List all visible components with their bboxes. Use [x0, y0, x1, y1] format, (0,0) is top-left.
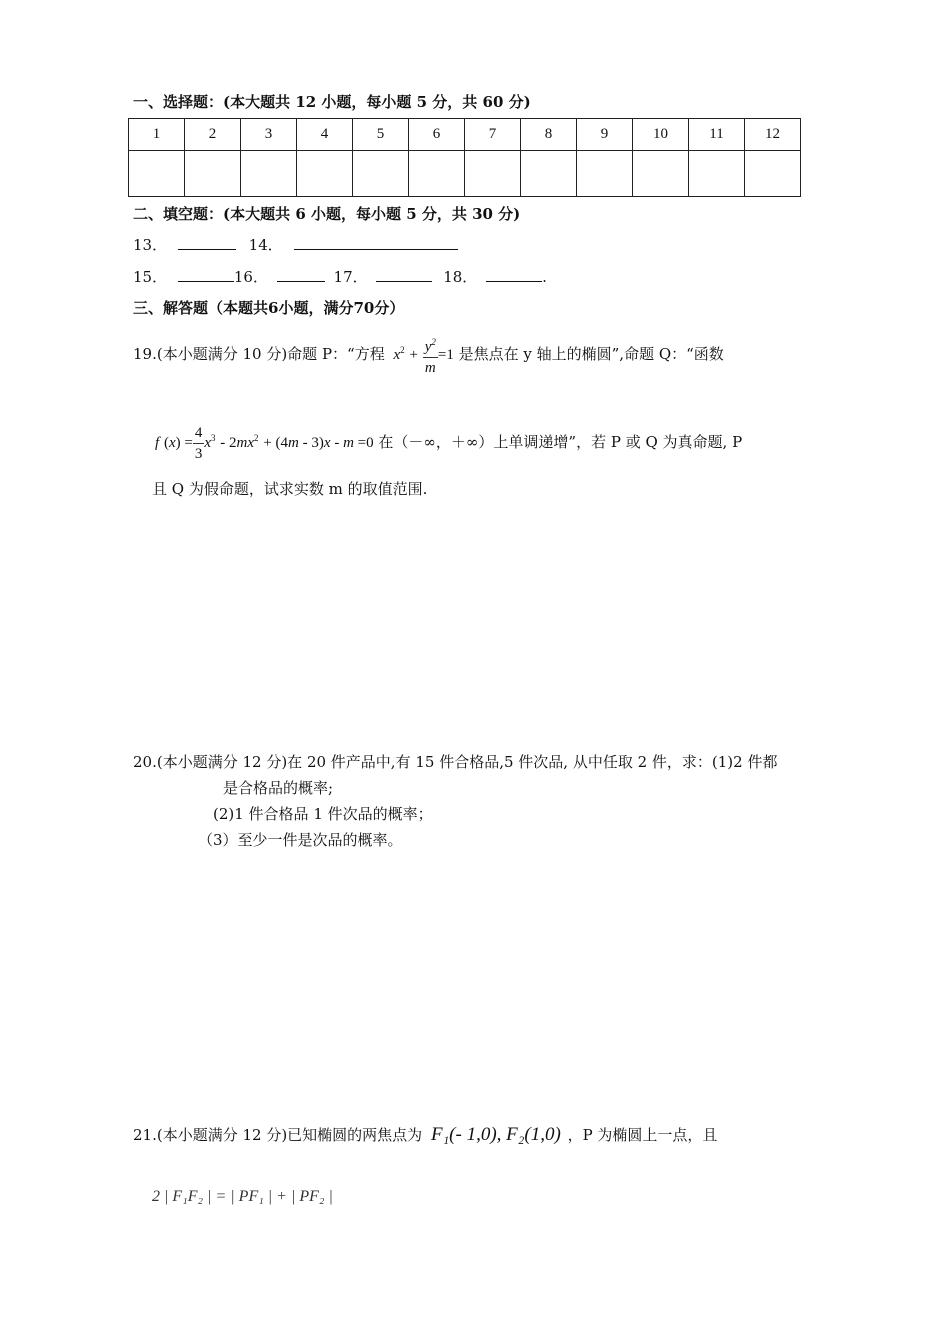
answer-cell[interactable] [297, 151, 353, 197]
q15-blank[interactable] [178, 267, 234, 282]
q15-label: 15． [133, 268, 168, 286]
q19-after-function: 在（－∞，＋∞）上单调递增”，若 P 或 Q 为真命题, P [378, 433, 743, 451]
answer-cell[interactable] [409, 151, 465, 197]
q19-line3: 且 Q 为假命题，试求实数 m 的取值范围. [152, 480, 428, 498]
q19-line2 [155, 416, 742, 465]
q19-ellipse-equation: $x^2$ + $\frac{y^2}{m}$ =1 [394, 345, 459, 363]
q21-foci-formula: F₁(- 1,0), F₂(1,0) [430, 1124, 561, 1145]
q20-line1: 20.(本小题满分 12 分)在 20 件产品中,有 15 件合格品,5 件次品, 从中任取 2 件，求：(1)2 件都 [133, 753, 778, 771]
answer-cell[interactable] [465, 151, 521, 197]
answer-cell[interactable] [129, 151, 185, 197]
q14-blank[interactable] [294, 235, 458, 250]
answer-number: 9 [577, 119, 633, 151]
q16-blank[interactable] [277, 267, 325, 282]
q14-label: 14． [248, 236, 283, 254]
answer-cell[interactable] [185, 151, 241, 197]
answer-cell[interactable] [521, 151, 577, 197]
answer-number: 7 [465, 119, 521, 151]
q19-after-equation: 是焦点在 y 轴上的椭圆”,命题 Q：“函数 [458, 345, 724, 363]
q19-intro: 19.(本小题满分 10 分)命题 P：“方程 [133, 345, 385, 363]
q17-label: 17． [333, 268, 368, 286]
answer-cell[interactable] [353, 151, 409, 197]
q18-label: 18． [443, 268, 478, 286]
answer-cell[interactable] [689, 151, 745, 197]
fill-line-1 [133, 234, 458, 255]
fill-line-2 [133, 266, 547, 287]
answer-table [128, 118, 801, 197]
answer-number: 6 [409, 119, 465, 151]
q20-line2: 是合格品的概率; [223, 779, 334, 797]
q21-intro: 21.(本小题满分 12 分)已知椭圆的两焦点为 [133, 1126, 423, 1144]
q16-label: 16． [233, 268, 268, 286]
q20-line4: （3）至少一件是次品的概率。 [198, 831, 403, 849]
q19-line1 [133, 330, 724, 378]
answer-cell[interactable] [633, 151, 689, 197]
q17-blank[interactable] [376, 267, 432, 282]
answer-number: 8 [521, 119, 577, 151]
answer-number: 11 [689, 119, 745, 151]
answer-number: 3 [241, 119, 297, 151]
answer-number: 12 [745, 119, 801, 151]
answer-cell[interactable] [241, 151, 297, 197]
answer-number: 4 [297, 119, 353, 151]
answer-number: 2 [185, 119, 241, 151]
q19-function-formula: f (x) = $\frac{4}{3}$ $x^3 - 2mx^2 + (4m - 3)x - m =0$ [155, 424, 374, 462]
q20-line3: (2)1 件合格品 1 件次品的概率； [213, 805, 433, 823]
q18-blank[interactable] [486, 267, 542, 282]
q13-blank[interactable] [178, 235, 236, 250]
section1-heading: 一、选择题：(本大题共 12 小题，每小题 5 分，共 60 分) [133, 93, 531, 111]
section2-heading: 二、填空题：(本大题共 6 小题，每小题 5 分，共 30 分) [133, 205, 521, 223]
q21-condition-formula: 2 | F₁F₂ | = | PF₁ | + | PF₂ | [152, 1188, 333, 1205]
answer-table-header-row [129, 119, 801, 151]
section3-heading: 三、解答题（本题共6小题，满分70分） [133, 299, 405, 317]
answer-cell[interactable] [577, 151, 633, 197]
q21-after-foci: ，P 为椭圆上一点，且 [567, 1126, 718, 1144]
answer-number: 5 [353, 119, 409, 151]
answer-cell[interactable] [745, 151, 801, 197]
q13-label: 13． [133, 236, 168, 254]
answer-number: 1 [129, 119, 185, 151]
answer-number: 10 [633, 119, 689, 151]
q18-period: . [542, 268, 547, 286]
q21-line1 [133, 1120, 717, 1150]
answer-table-blank-row [129, 151, 801, 197]
